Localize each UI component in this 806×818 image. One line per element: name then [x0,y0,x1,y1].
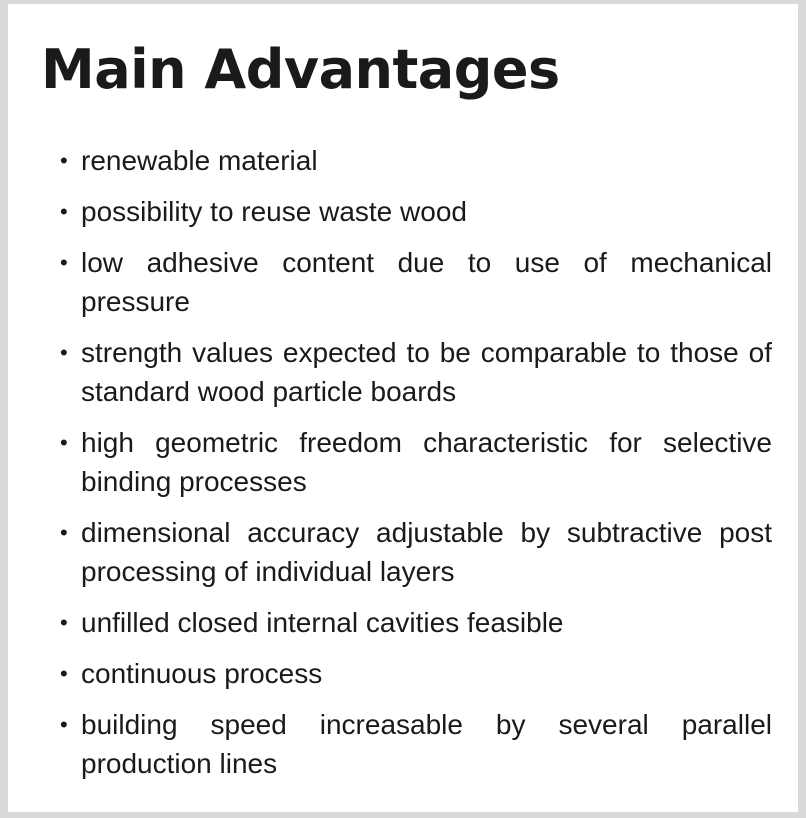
slide-title: Main Advantages [41,38,560,101]
list-item-text: strength values expected to be comparable to those of standard wood particle boards [81,337,772,407]
list-item [60,333,772,411]
list-item-text: low adhesive content due to use of mechanical pressure [81,247,772,317]
bullet-icon: • [60,610,68,635]
list-item-text: continuous process [81,658,323,689]
list-item-text: dimensional accuracy adjustable by subtractive post processing of individual layers [81,517,772,587]
list-item [60,423,772,501]
list-item [60,513,772,591]
list-item-text: unfilled closed internal cavities feasible [81,607,564,638]
list-item-text: possibility to reuse waste wood [81,196,467,227]
bullet-icon: • [60,712,68,737]
advantages-list [60,141,772,795]
list-item-text: high geometric freedom characteristic for selective binding processes [81,427,772,497]
bullet-icon: • [60,430,68,455]
list-item [60,705,772,783]
bullet-icon: • [60,199,68,224]
list-item-text: renewable material [81,145,318,176]
list-item [60,654,772,693]
slide-panel [8,4,798,812]
list-item-text: building speed increasable by several parallel production lines [81,709,772,779]
list-item [60,141,772,180]
list-item [60,243,772,321]
bullet-icon: • [60,250,68,275]
bullet-icon: • [60,661,68,686]
bullet-icon: • [60,520,68,545]
bullet-icon: • [60,340,68,365]
list-item [60,603,772,642]
bullet-icon: • [60,148,68,173]
list-item [60,192,772,231]
